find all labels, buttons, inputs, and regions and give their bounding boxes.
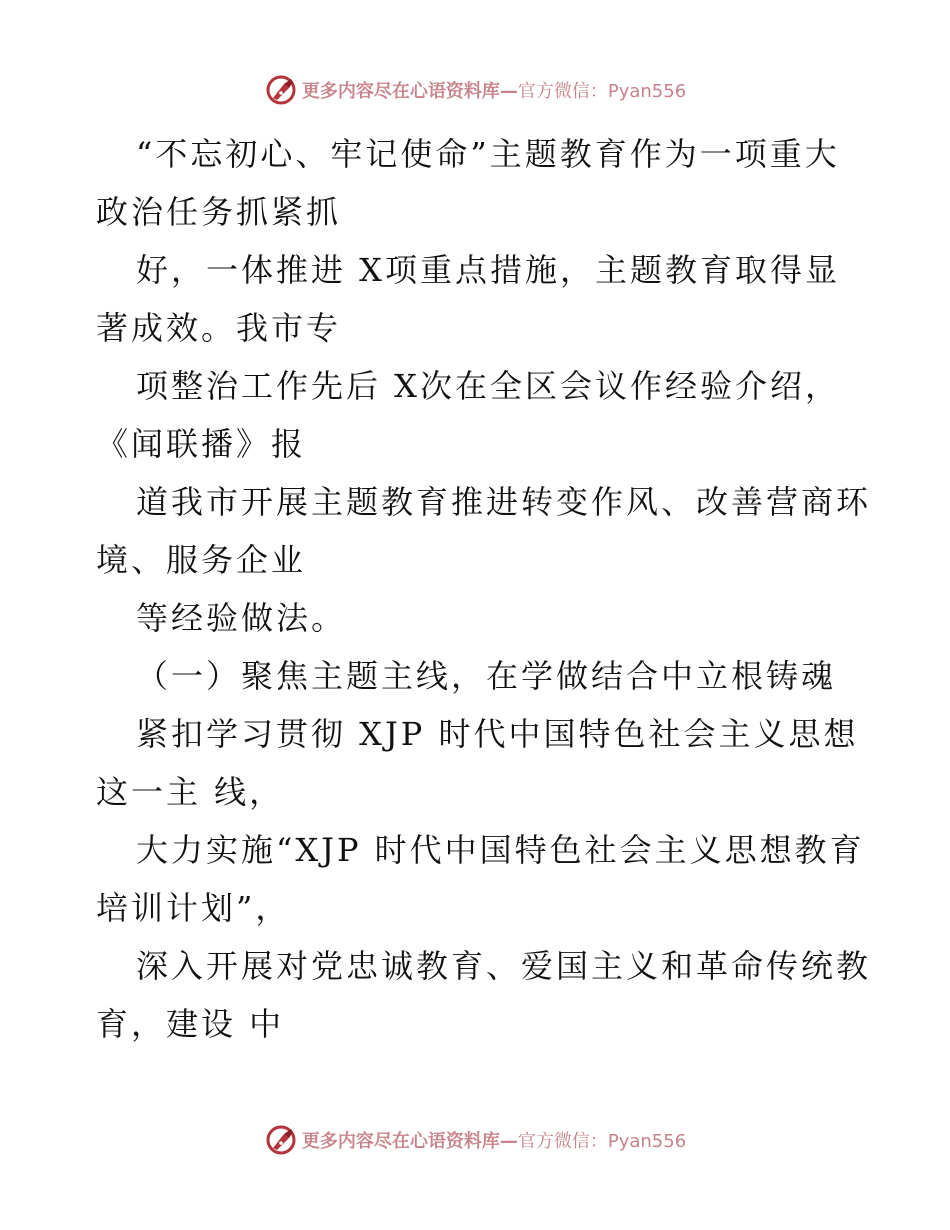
header-banner xyxy=(0,70,950,110)
text-line: 深入开展对党忠诚教育、爱国主义和革命传统教 xyxy=(136,947,872,985)
text-line: 好，一体推进 X项重点措施，主题教育取得显 xyxy=(136,251,840,289)
footer-banner xyxy=(0,1120,950,1160)
pen-nib-logo-icon xyxy=(264,73,298,107)
text-line: 政治任务抓紧抓 xyxy=(96,193,342,231)
text-line: 这一主 线， xyxy=(96,773,285,811)
text-line: “不忘初心、牢记使命”主题教育作为一项重大 xyxy=(136,135,840,173)
banner-text: 更多内容尽在心语资料库— xyxy=(301,81,518,102)
document-body xyxy=(96,125,872,1053)
text-line: 著成效。我市专 xyxy=(96,309,342,347)
text-line: 项整治工作先后 X次在全区会议作经验介绍， xyxy=(136,367,840,405)
text-line: 境、服务企业 xyxy=(96,541,307,579)
text-line: 道我市开展主题教育推进转变作风、改善营商环 xyxy=(136,483,872,521)
text-line: 紧扣学习贯彻 XJP 时代中国特色社会主义思想 xyxy=(136,715,859,753)
banner-contact: 官方微信：Pyan556 xyxy=(517,1131,687,1152)
text-line: 育，建设 中 xyxy=(96,1005,285,1043)
section-heading: （一）聚焦主题主线，在学做结合中立根铸魂 xyxy=(136,657,837,695)
text-line: 等经验做法。 xyxy=(136,599,347,637)
text-line: 《闻联播》报 xyxy=(96,425,307,463)
pen-nib-logo-icon xyxy=(264,1123,298,1157)
text-line: 培训计划”， xyxy=(96,889,291,927)
text-line: 大力实施“XJP 时代中国特色社会主义思想教育 xyxy=(136,831,865,869)
banner-text: 更多内容尽在心语资料库— xyxy=(301,1131,518,1152)
banner-contact: 官方微信：Pyan556 xyxy=(517,81,687,102)
